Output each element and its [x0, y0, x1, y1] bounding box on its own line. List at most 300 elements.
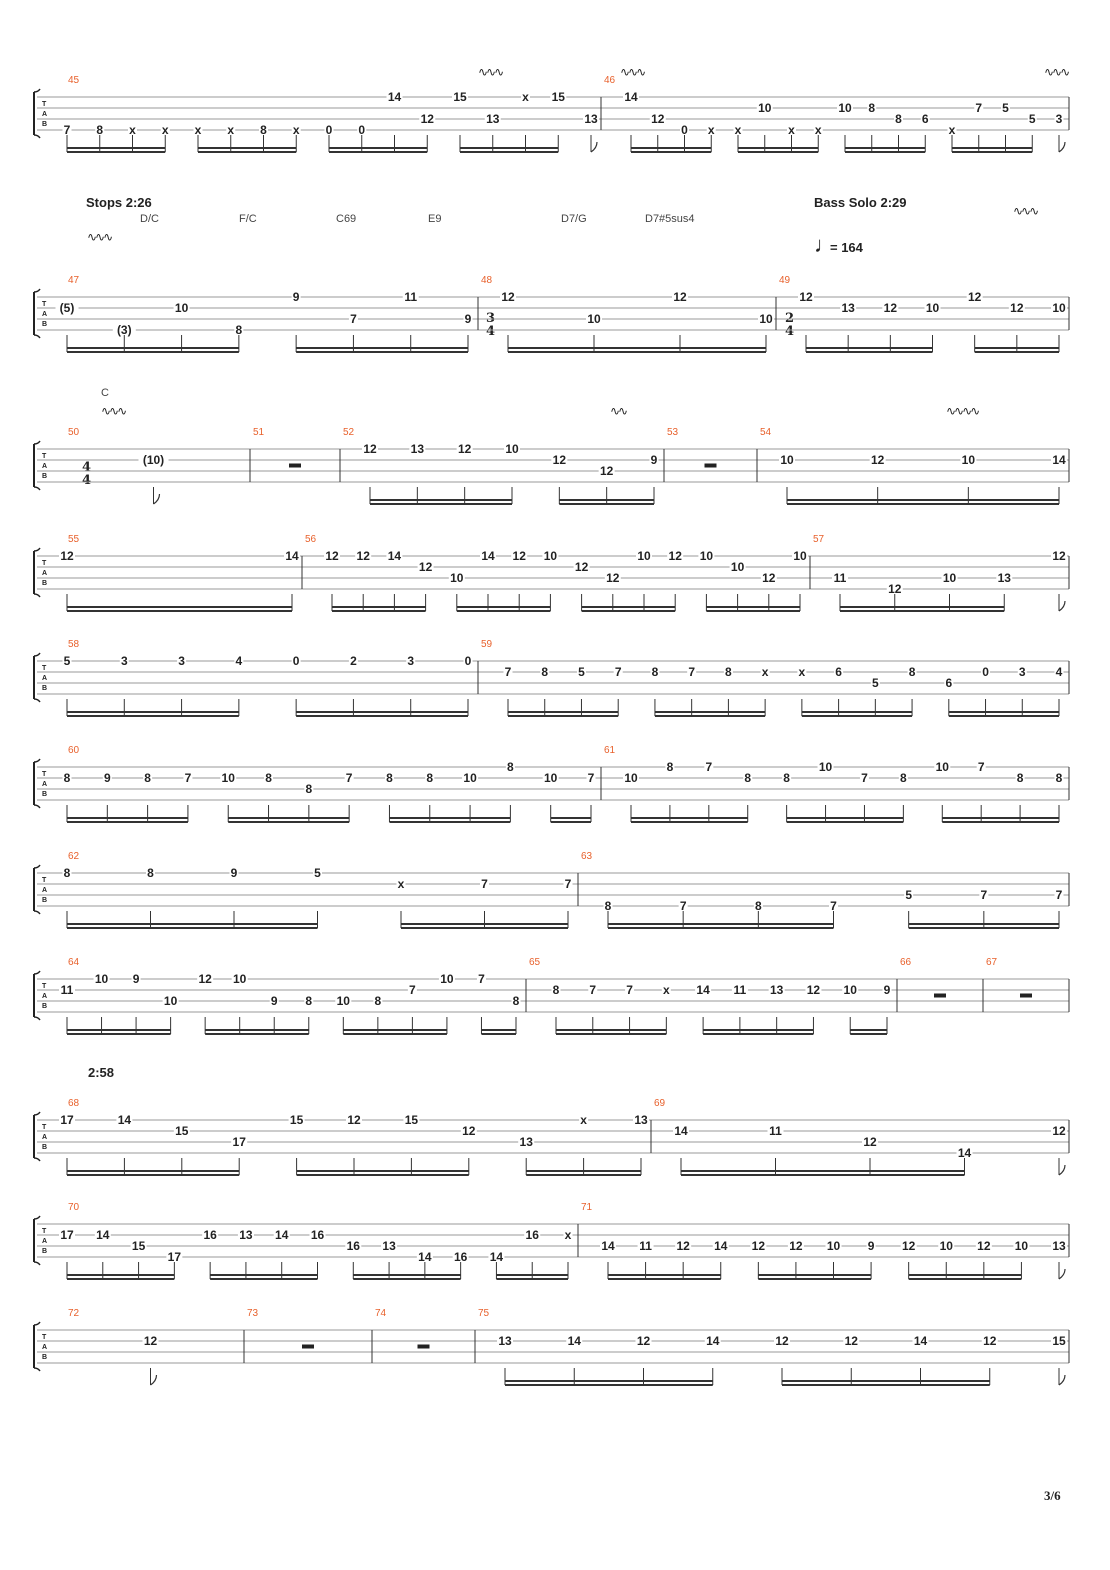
fret-number: 12 [775, 1334, 789, 1348]
time-signature-top: 4 [82, 460, 92, 475]
fret-number: 11 [404, 290, 418, 304]
fret-number: 8 [651, 665, 659, 679]
measure-number: 58 [68, 639, 80, 650]
fret-number: 7 [975, 101, 983, 115]
fret-number: 15 [1052, 1334, 1066, 1348]
fret-number: 12 [762, 571, 776, 585]
fret-number: x [129, 123, 136, 137]
fret-number: 11 [833, 571, 847, 585]
chord-name: C69 [336, 213, 357, 225]
staff-system [34, 639, 1069, 716]
fret-number: 13 [239, 1228, 253, 1242]
fret-number: 0 [982, 665, 989, 679]
section-label-stops: Stops 2:26 [86, 195, 152, 210]
page-number: 3/6 [1044, 1488, 1061, 1503]
fret-number: 6 [921, 112, 929, 126]
measure-number: 63 [581, 851, 593, 862]
tab-clef-letter: B [42, 685, 48, 692]
fret-number: 13 [486, 112, 500, 126]
rest-symbol [418, 1345, 430, 1349]
fret-number: 7 [688, 665, 696, 679]
fret-number: 16 [203, 1228, 217, 1242]
staff-system [34, 534, 1069, 611]
tab-clef-letter: B [42, 1354, 48, 1361]
fret-number: 12 [888, 582, 902, 596]
fret-number: 14 [387, 90, 402, 104]
fret-number: 15 [453, 90, 467, 104]
fret-number: 14 [913, 1334, 928, 1348]
fret-number: 12 [789, 1239, 803, 1253]
fret-number: 12 [668, 549, 682, 563]
rest-symbol [302, 1345, 314, 1349]
fret-number: 10 [174, 301, 189, 315]
fret-number: 10 [939, 1239, 953, 1253]
fret-number: 12 [198, 972, 212, 986]
fret-number: 5 [871, 676, 879, 690]
note-flag [1059, 1375, 1065, 1385]
fret-number: 12 [1010, 301, 1024, 315]
measure-number: 67 [986, 957, 998, 968]
tab-clef-letter: T [42, 877, 47, 884]
measure-number: 52 [343, 427, 355, 438]
fret-number: 17 [60, 1113, 74, 1127]
vibrato-icon: ∿∿∿∿ [946, 404, 979, 418]
fret-number: 12 [60, 549, 74, 563]
tab-clef-letter: A [42, 1344, 48, 1351]
tab-clef-letter: B [42, 1248, 48, 1255]
fret-number: 0 [681, 123, 688, 137]
fret-number: x [734, 123, 742, 137]
measure-number: 68 [68, 1098, 80, 1109]
fret-number: 9 [650, 453, 658, 467]
fret-number: 14 [696, 983, 710, 997]
fret-number: 7 [861, 771, 868, 785]
vibrato-icon: ∿∿∿ [478, 65, 503, 79]
measure-number: 45 [68, 75, 80, 86]
fret-number: 6 [835, 665, 842, 679]
fret-number: 8 [235, 323, 243, 337]
fret-number: 6 [945, 676, 953, 690]
fret-number: 12 [552, 453, 567, 467]
staff-system [34, 1098, 1069, 1175]
fret-number: 8 [541, 665, 549, 679]
measure-number: 50 [68, 427, 80, 438]
fret-number: (5) [59, 301, 75, 315]
fret-number: 16 [525, 1228, 539, 1242]
fret-number: 13 [634, 1113, 648, 1127]
staff-system [34, 75, 1069, 152]
tab-clef-letter: T [42, 665, 47, 672]
tab-clef-letter: A [42, 1134, 48, 1141]
fret-number: x [707, 123, 715, 137]
fret-number: 8 [265, 771, 272, 785]
fret-number: 9 [883, 983, 891, 997]
fret-number: 12 [863, 1135, 877, 1149]
fret-number: 9 [132, 972, 140, 986]
fret-number: 14 [706, 1334, 720, 1348]
measure-number: 72 [68, 1308, 80, 1319]
fret-number: 3 [1055, 112, 1063, 126]
fret-number: 7 [481, 877, 488, 891]
fret-number: 8 [305, 994, 313, 1008]
fret-number: x [227, 123, 235, 137]
fret-number: 10 [730, 560, 745, 574]
fret-number: 8 [147, 866, 154, 880]
fret-number: 14 [624, 90, 638, 104]
fret-number: 0 [358, 123, 366, 137]
tab-clef-letter: A [42, 570, 48, 577]
fret-number: 12 [457, 442, 472, 456]
note-flag [1059, 142, 1065, 152]
fret-number: 15 [175, 1124, 189, 1138]
tab-clef-letter: T [42, 771, 47, 778]
fret-number: 5 [314, 866, 321, 880]
fret-number: 12 [673, 290, 687, 304]
fret-number: 10 [163, 994, 178, 1008]
fret-number: 13 [997, 571, 1011, 585]
fret-number: 12 [1052, 1124, 1066, 1138]
fret-number: 13 [519, 1135, 533, 1149]
fret-number: 15 [131, 1239, 146, 1253]
fret-number: 17 [60, 1228, 74, 1242]
tab-clef-letter: A [42, 311, 48, 318]
measure-number: 74 [375, 1308, 387, 1319]
fret-number: 3 [1018, 665, 1026, 679]
fret-number: 8 [386, 771, 393, 785]
measure-number: 59 [481, 639, 493, 650]
fret-number: 7 [830, 899, 837, 913]
fret-number: 8 [260, 123, 267, 137]
tab-clef-letter: A [42, 1238, 48, 1245]
measure-number: 71 [581, 1202, 593, 1213]
fret-number: 7 [679, 899, 687, 913]
fret-number: 12 [501, 290, 515, 304]
tab-clef-letter: T [42, 1228, 47, 1235]
fret-number: (3) [116, 323, 132, 337]
fret-number: 15 [551, 90, 565, 104]
rest-symbol [705, 464, 717, 468]
staff-system [34, 1308, 1069, 1385]
fret-number: 16 [310, 1228, 325, 1242]
fret-number: 11 [60, 983, 74, 997]
fret-number: 0 [464, 654, 472, 668]
fret-number: 8 [744, 771, 752, 785]
note-flag [151, 1375, 157, 1385]
vibrato-icon: ∿∿∿ [620, 65, 645, 79]
measure-number: 73 [247, 1308, 259, 1319]
section-label-timestamp: 2:58 [88, 1065, 115, 1080]
staff-system [34, 1202, 1069, 1279]
fret-number: 7 [478, 972, 485, 986]
fret-number: 12 [799, 290, 813, 304]
measure-number: 57 [813, 534, 825, 545]
fret-number: 12 [1052, 549, 1066, 563]
measure-number: 49 [779, 275, 791, 286]
tab-clef-letter: A [42, 781, 48, 788]
fret-number: 12 [967, 290, 982, 304]
fret-number: 8 [374, 994, 382, 1008]
fret-number: 14 [601, 1239, 615, 1253]
tab-clef-letter: T [42, 983, 47, 990]
fret-number: 8 [1055, 771, 1063, 785]
fret-number: 8 [604, 899, 612, 913]
fret-number: 5 [905, 888, 913, 902]
tab-clef-letter: B [42, 1003, 48, 1010]
fret-number: 7 [980, 888, 988, 902]
fret-number: 16 [453, 1250, 468, 1264]
time-signature-bottom: 4 [486, 324, 496, 339]
fret-number: 9 [867, 1239, 875, 1253]
fret-number: x [814, 123, 822, 137]
measure-number: 56 [305, 534, 317, 545]
note-flag [1059, 1165, 1065, 1175]
fret-number: 14 [567, 1334, 581, 1348]
chord-name: D7#5sus4 [645, 213, 695, 225]
fret-number: 7 [350, 312, 357, 326]
fret-number: x [798, 665, 806, 679]
staff-system [34, 851, 1069, 928]
fret-number: 7 [1055, 888, 1063, 902]
vibrato-icon: ∿∿∿ [1013, 204, 1038, 218]
fret-number: 7 [587, 771, 595, 785]
time-signature-bottom: 4 [785, 324, 795, 339]
fret-number: 10 [843, 983, 857, 997]
note-flag [1059, 601, 1065, 611]
time-signature-top: 2 [785, 311, 795, 326]
fret-number: 12 [347, 1113, 361, 1127]
fret-number: 14 [489, 1250, 504, 1264]
fret-number: 7 [564, 877, 572, 891]
fret-number: 15 [289, 1113, 304, 1127]
fret-number: 7 [409, 983, 416, 997]
tab-clef-letter: T [42, 1334, 47, 1341]
fret-number: 13 [498, 1334, 512, 1348]
fret-number: 12 [143, 1334, 158, 1348]
chord-name: C [101, 387, 109, 399]
fret-number: 10 [838, 101, 852, 115]
fret-number: x [292, 123, 300, 137]
fret-number: 10 [935, 760, 949, 774]
tab-clef-letter: T [42, 101, 47, 108]
fret-number: 8 [1016, 771, 1024, 785]
fret-number: 12 [420, 112, 434, 126]
tab-clef-letter: A [42, 675, 48, 682]
fret-number: 5 [578, 665, 585, 679]
fret-number: 13 [410, 442, 425, 456]
chord-name: D/C [140, 213, 159, 225]
chord-name: F/C [239, 213, 257, 225]
fret-number: 17 [167, 1250, 182, 1264]
fret-number: 10 [759, 312, 773, 326]
fret-number: 8 [507, 760, 514, 774]
fret-number: 9 [292, 290, 300, 304]
fret-number: 5 [63, 654, 71, 668]
fret-number: 7 [977, 760, 985, 774]
measure-number: 60 [68, 745, 80, 756]
fret-number: 4 [235, 654, 243, 668]
fret-number: 12 [870, 453, 885, 467]
measure-number: 54 [760, 427, 772, 438]
fret-number: 10 [233, 972, 247, 986]
fret-number: 10 [780, 453, 794, 467]
fret-number: 11 [639, 1239, 652, 1253]
tab-clef-letter: B [42, 897, 48, 904]
tempo-note-icon: ♩ [814, 232, 836, 257]
fret-number: 14 [418, 1250, 432, 1264]
tab-clef-letter: T [42, 301, 47, 308]
tab-clef-letter: A [42, 111, 48, 118]
fret-number: 8 [144, 771, 151, 785]
note-flag [154, 494, 160, 504]
measure-number: 65 [529, 957, 541, 968]
fret-number: 8 [783, 771, 790, 785]
fret-number: 12 [901, 1239, 916, 1253]
fret-number: 17 [232, 1135, 246, 1149]
fret-number: 7 [63, 123, 71, 137]
measure-number: 48 [481, 275, 493, 286]
fret-number: 9 [230, 866, 238, 880]
measure-number: 66 [900, 957, 912, 968]
fret-number: 9 [103, 771, 111, 785]
measure-number: 70 [68, 1202, 80, 1213]
fret-number: 11 [733, 983, 747, 997]
fret-number: 4 [1055, 665, 1063, 679]
fret-number: 13 [769, 983, 784, 997]
fret-number: 10 [818, 760, 833, 774]
fret-number: x [564, 1228, 572, 1242]
vibrato-icon: ∿∿∿ [1044, 65, 1069, 79]
fret-number: 14 [481, 549, 495, 563]
tab-clef-letter: T [42, 560, 47, 567]
fret-number: 5 [1028, 112, 1036, 126]
fret-number: 15 [404, 1113, 419, 1127]
fret-number: 10 [450, 571, 464, 585]
measure-number: 62 [68, 851, 80, 862]
fret-number: 12 [751, 1239, 766, 1253]
fret-number: 14 [275, 1228, 289, 1242]
fret-number: x [397, 877, 405, 891]
chord-name: E9 [428, 213, 442, 225]
measure-number: 61 [604, 745, 616, 756]
staff-system [34, 275, 1069, 352]
fret-number: 0 [325, 123, 333, 137]
fret-number: 12 [462, 1124, 476, 1138]
tab-clef-letter: T [42, 1124, 47, 1131]
fret-number: 12 [356, 549, 370, 563]
fret-number: 10 [587, 312, 601, 326]
fret-number: 2 [350, 654, 357, 668]
tab-clef-letter: A [42, 463, 48, 470]
fret-number: 12 [983, 1334, 997, 1348]
measure-number: 64 [68, 957, 80, 968]
fret-number: 3 [120, 654, 128, 668]
fret-number: 8 [900, 771, 907, 785]
fret-number: 8 [552, 983, 560, 997]
measure-number: 46 [604, 75, 616, 86]
fret-number: 10 [1014, 1239, 1029, 1253]
time-signature-bottom: 4 [82, 473, 92, 488]
fret-number: 10 [543, 549, 558, 563]
fret-number: 10 [463, 771, 477, 785]
fret-number: x [580, 1113, 587, 1127]
fret-number: 0 [292, 654, 300, 668]
fret-number: 10 [221, 771, 235, 785]
fret-number: 10 [544, 771, 558, 785]
tab-clef-letter: B [42, 1144, 48, 1151]
fret-number: x [194, 123, 202, 137]
fret-number: 3 [178, 654, 185, 668]
fret-number: 10 [505, 442, 519, 456]
fret-number: 9 [464, 312, 472, 326]
fret-number: 12 [512, 549, 526, 563]
fret-number: 12 [636, 1334, 651, 1348]
tab-clef-letter: A [42, 887, 48, 894]
fret-number: 12 [574, 560, 589, 574]
fret-number: 8 [512, 994, 520, 1008]
fret-number: 7 [705, 760, 713, 774]
measure-number: 53 [667, 427, 679, 438]
fret-number: 8 [725, 665, 732, 679]
fret-number: 10 [793, 549, 807, 563]
fret-number: 10 [942, 571, 957, 585]
staff-system [34, 745, 1069, 822]
fret-number: 7 [626, 983, 633, 997]
fret-number: 12 [606, 571, 620, 585]
fret-number: 10 [336, 994, 350, 1008]
rest-symbol [1020, 994, 1032, 998]
fret-number: x [948, 123, 956, 137]
fret-number: 7 [614, 665, 622, 679]
fret-number: 10 [758, 101, 772, 115]
section-label-bass-solo: Bass Solo 2:29 [814, 195, 907, 210]
staff-system [34, 427, 1069, 504]
fret-number: 8 [895, 112, 902, 126]
tab-clef-letter: A [42, 993, 48, 1000]
fret-number: 12 [806, 983, 821, 997]
fret-number: 16 [346, 1239, 360, 1253]
fret-number: x [522, 90, 529, 104]
fret-number: 9 [270, 994, 278, 1008]
fret-number: 14 [674, 1124, 688, 1138]
fret-number: 12 [676, 1239, 690, 1253]
fret-number: 3 [407, 654, 415, 668]
fret-number: 13 [584, 112, 598, 126]
tab-clef-letter: B [42, 473, 48, 480]
tab-clef-letter: B [42, 791, 48, 798]
fret-number: x [161, 123, 169, 137]
rest-symbol [289, 464, 301, 468]
fret-number: 10 [440, 972, 454, 986]
fret-number: 7 [345, 771, 353, 785]
fret-number: 8 [305, 782, 313, 796]
fret-number: 12 [325, 549, 339, 563]
fret-number: 8 [666, 760, 674, 774]
fret-number: 8 [908, 665, 916, 679]
fret-number: (10) [142, 453, 165, 467]
vibrato-icon: ∿∿∿ [101, 404, 126, 418]
vibrato-icon: ∿∿∿ [87, 230, 112, 244]
fret-number: 10 [961, 453, 976, 467]
fret-number: 14 [1052, 453, 1066, 467]
fret-number: x [662, 983, 670, 997]
tab-clef-letter: B [42, 580, 48, 587]
fret-number: 8 [63, 771, 71, 785]
fret-number: 14 [387, 549, 402, 563]
fret-number: x [761, 665, 769, 679]
measure-number: 47 [68, 275, 80, 286]
fret-number: 12 [977, 1239, 991, 1253]
fret-number: 8 [96, 123, 104, 137]
